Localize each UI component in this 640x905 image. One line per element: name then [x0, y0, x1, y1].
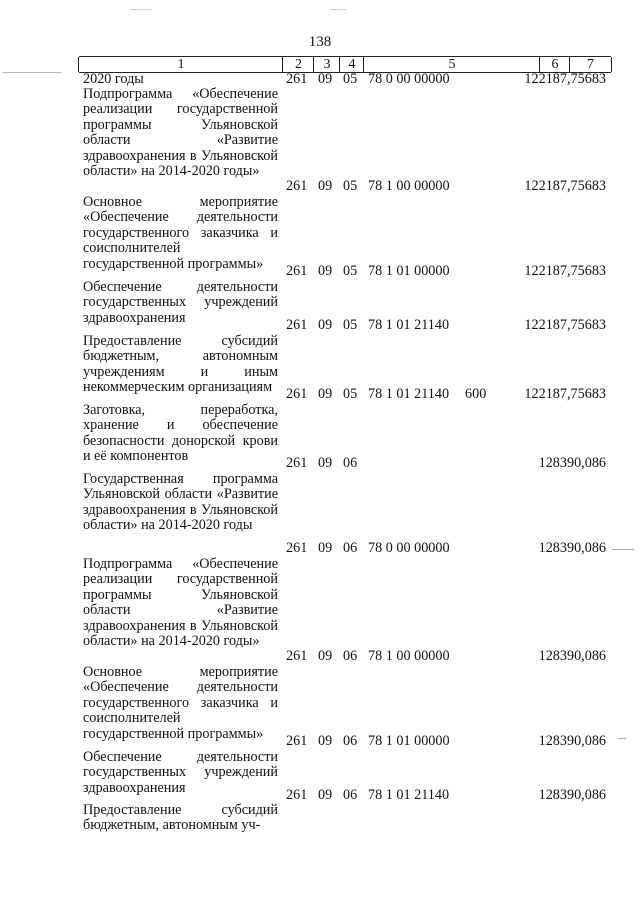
row-code-5: 78 0 00 00000	[368, 540, 450, 556]
header-col-4: 4	[339, 57, 364, 72]
scan-speck	[330, 9, 346, 10]
row-code-2: 261	[286, 648, 308, 664]
row-code-5: 78 1 01 21140	[368, 386, 450, 402]
row-amount: 128390,086	[538, 787, 606, 803]
page-number: 138	[308, 34, 332, 50]
row-code-5: 78 1 01 21140	[368, 787, 450, 803]
row-code-4: 06	[343, 540, 358, 556]
row-code-2: 261	[286, 263, 308, 279]
row-code-4: 06	[343, 733, 358, 749]
row-description: Основное мероприятие «Обеспечение деятельности государственного заказчика и соисполнителей государственной программы»	[83, 664, 278, 742]
row-code-3: 09	[318, 263, 333, 279]
row-description: Предоставление субсидий бюджетным, автономным учреждениям и иным некоммерческим организациям	[83, 333, 278, 396]
row-code-4: 05	[343, 263, 358, 279]
scan-speck	[612, 549, 634, 550]
row-code-2: 261	[286, 71, 308, 87]
row-code-6: 600	[465, 386, 487, 402]
row-code-2: 261	[286, 733, 308, 749]
header-col-2: 2	[282, 57, 314, 72]
row-code-5: 78 1 00 00000	[368, 648, 450, 664]
row-code-4: 06	[343, 648, 358, 664]
row-description: Подпрограмма «Обеспечение реализации государственной программы Ульяновской области «Развитие здравоохранения в Ульяновской области» на 2014-2020 годы»	[83, 86, 278, 180]
row-amount: 128390,086	[538, 540, 606, 556]
row-amount: 122187,75683	[524, 178, 606, 194]
header-col-5: 5	[363, 57, 540, 72]
row-amount: 122187,75683	[524, 317, 606, 333]
row-description: Подпрограмма «Обеспечение реализации государственной программы Ульяновской области «Развитие здравоохранения в Ульяновской области» на 2014-2020 годы»	[83, 556, 278, 650]
row-code-2: 261	[286, 787, 308, 803]
row-code-4: 05	[343, 386, 358, 402]
row-description: Заготовка, переработка, хранение и обеспечение безопасности донорской крови и её компонентов	[83, 402, 278, 465]
row-amount: 122187,75683	[524, 386, 606, 402]
row-amount: 128390,086	[538, 733, 606, 749]
row-code-3: 09	[318, 71, 333, 87]
row-code-3: 09	[318, 787, 333, 803]
row-description: Обеспечение деятельности государственных учреждений здравоохранения	[83, 279, 278, 326]
row-code-2: 261	[286, 540, 308, 556]
row-code-3: 09	[318, 648, 333, 664]
row-amount: 122187,75683	[524, 263, 606, 279]
header-col-3: 3	[313, 57, 340, 72]
row-amount: 128390,086	[538, 648, 606, 664]
row-code-2: 261	[286, 317, 308, 333]
header-col-7: 7	[569, 57, 612, 72]
row-code-2: 261	[286, 455, 308, 471]
row-description: Государственная программа Ульяновской области «Развитие здравоохранения в Ульяновской области» на 2014-2020 годы	[83, 471, 278, 534]
row-code-3: 09	[318, 317, 333, 333]
row-code-3: 09	[318, 178, 333, 194]
row-code-5: 78 1 01 00000	[368, 263, 450, 279]
row-code-3: 09	[318, 733, 333, 749]
row-code-4: 05	[343, 178, 358, 194]
row-code-2: 261	[286, 178, 308, 194]
row-code-5: 78 0 00 00000	[368, 71, 450, 87]
row-amount: 122187,75683	[524, 71, 606, 87]
scan-speck	[2, 72, 62, 73]
row-code-5: 78 1 00 00000	[368, 178, 450, 194]
scan-speck	[618, 738, 626, 739]
row-code-4: 05	[343, 71, 358, 87]
row-description: 2020 годы	[83, 71, 144, 87]
header-col-6: 6	[539, 57, 570, 72]
row-code-2: 261	[286, 386, 308, 402]
row-description: Основное мероприятие «Обеспечение деятельности государственного заказчика и соисполнителей государственной программы»	[83, 194, 278, 272]
row-code-3: 09	[318, 455, 333, 471]
row-amount: 128390,086	[538, 455, 606, 471]
row-code-4: 06	[343, 787, 358, 803]
row-code-3: 09	[318, 540, 333, 556]
row-description: Обеспечение деятельности государственных учреждений здравоохранения	[83, 749, 278, 796]
header-col-1: 1	[78, 57, 283, 72]
row-code-4: 05	[343, 317, 358, 333]
row-code-5: 78 1 01 00000	[368, 733, 450, 749]
row-code-3: 09	[318, 386, 333, 402]
row-code-4: 06	[343, 455, 358, 471]
scan-speck	[130, 9, 152, 10]
row-description: Предоставление субсидий бюджетным, автономным уч-	[83, 802, 278, 834]
row-code-5: 78 1 01 21140	[368, 317, 450, 333]
